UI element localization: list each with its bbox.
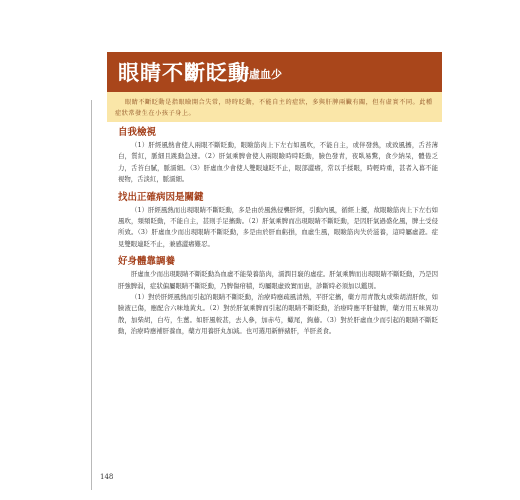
chapter-subtitle: 肝虛血少: [238, 68, 282, 81]
section-title-cause: 找出正確病因是關鍵: [118, 191, 204, 203]
margin-rule: [91, 100, 92, 490]
section-title-self-check: 自我檢視: [118, 127, 157, 138]
intro-text: 眼睛不斷眨動是指眼瞼開合失常，時時眨動，不能自主的症狀，多與肝脾兩臟有關，但有虛實不同。此種症狀常發生在小孩子身上。: [115, 99, 433, 117]
page-number: 148: [100, 473, 114, 481]
article-body: [118, 126, 438, 338]
section-paragraph: （1）肝經風熱會使人兩眼不斷眨動，眼瞼筋肉上下左右如風吹，不能自主，或伴發熱，或致風搐，舌苔薄白，質紅，脈細且跳動急速。（2）肝氣乘脾會使人兩眼瞼時時眨動，臉色發青，夜臥易驚，食少納呆，體倦乏力，舌苔白膩，脈濡細。（3）肝虛血少會使人雙眼連眨不止，眼部澀癢，常以手揉眼，時輕時重，甚者入暮不能視物，舌淡紅，脈濡細。: [118, 141, 438, 184]
section-paragraph: （1）對於肝經風熱而引起的眼睛不斷眨動，治療時應疏風清熱，平肝定搐，藥方用青散丸或柴胡清肝飲，如臉液已傷，應配合六味地黃丸。（2）對於肝氣乘脾而引起的眼睛不斷眨動，治療時應平肝健脾，藥方用五味異功散，加柴胡，白芍，生薑。如肝風較甚，去人參，加赤芍，蠍尾，鉤藤。（3）對於肝虛血少而引起的眼睛不斷眨動，治療時應補肝養血，藥方用養肝丸加減。也可選用新鮮豬肝，羊肝煮食。: [118, 293, 438, 336]
section-title-care: 好身體靠調養: [118, 256, 176, 268]
section-paragraph: （1）肝經風熱而出現眼睛不斷眨動，多是由於風熱侵襲肝經，引動內風，循經上擾，故眼瞼筋肉上下左右如風吹，頻頻眨動，不能自主，甚則手足搐動。（2）肝氣乘脾而出現眼睛不斷眨動，是因肝氣過盛化風，脾土受侵所致。（3）肝虛血少而出現眼睛不斷眨動，多是由於肝血虧損，血虛生風，眼瞼筋肉失於滋養，這時屬虛證。症見雙眼連眨不止，兼感澀癢難忍。: [118, 205, 438, 248]
intro-box: [107, 92, 442, 122]
chapter-title: 眼睛不斷眨動: [118, 61, 250, 85]
section-paragraph: 肝虛血少而出現眼睛不斷眨動為血虛不能榮養筋肉，濡潤目竅的虛症。肝氣乘脾而出現眼睛不斷眨動，乃是因肝強脾弱，症狀偏屬眼睛不斷眨動，乃脾傷疳積，均屬眼虛致實而患，診斷時必須加以鑑別。: [118, 270, 438, 290]
